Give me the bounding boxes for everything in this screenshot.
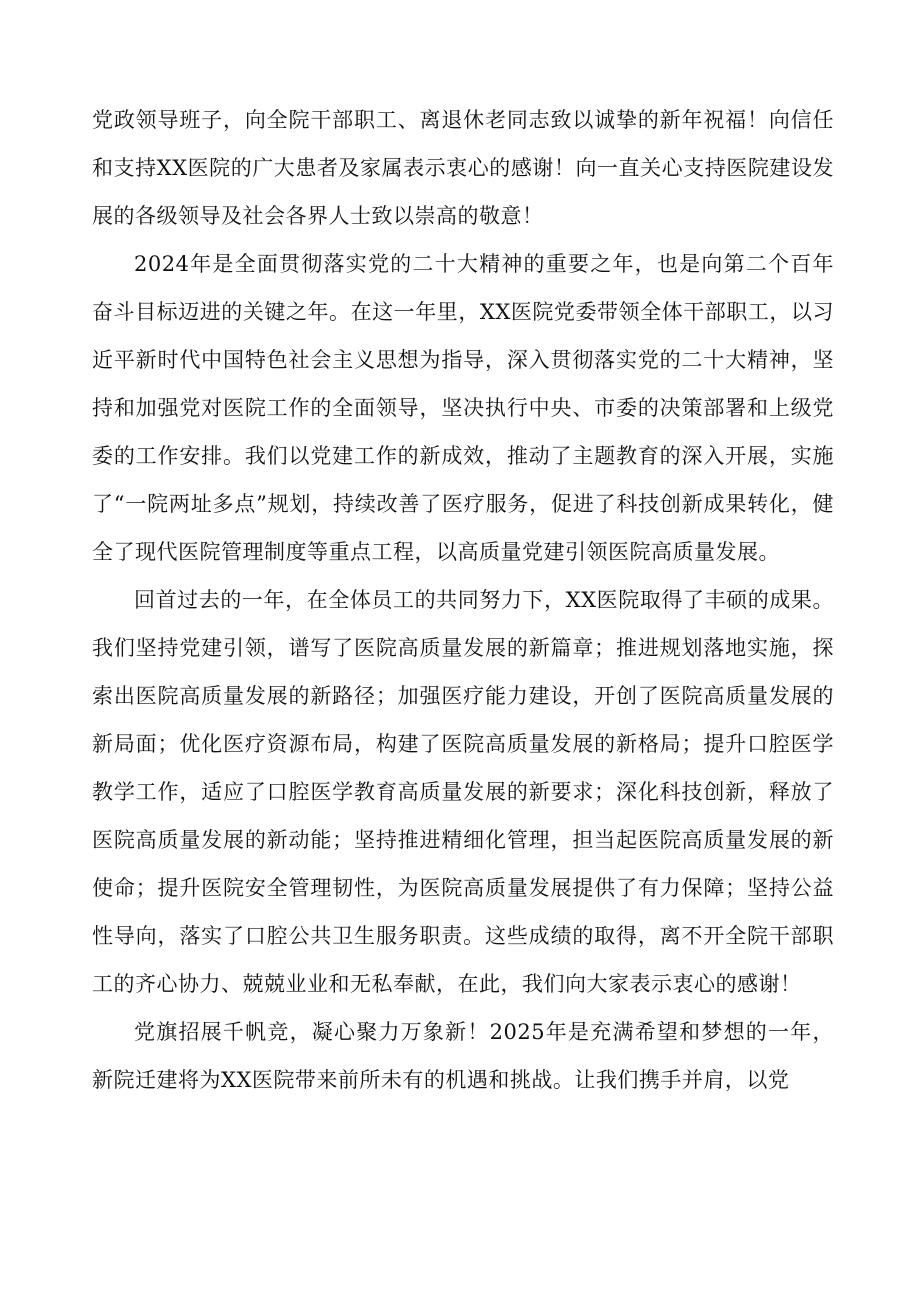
document-body <box>92 96 834 1104</box>
paragraph-continuation: 党政领导班子，向全院干部职工、离退休老同志致以诚挚的新年祝福！向信任和支持XX医院的广大患者及家属表示衷心的感谢！向一直关心支持医院建设发展的各级领导及社会各界人士致以崇高的敬意！ <box>92 108 834 228</box>
paragraph-2024-review: 2024年是全面贯彻落实党的二十大精神的重要之年，也是向第二个百年奋斗目标迈进的关键之年。在这一年里，XX医院党委带领全体干部职工，以习近平新时代中国特色社会主义思想为指导，深入贯彻落实党的二十大精神，坚持和加强党对医院工作的全面领导，坚决执行中央、市委的决策部署和上级党委的工作安排。我们以党建工作的新成效，推动了主题教育的深入开展，实施了“一院两址多点”规划，持续改善了医疗服务，促进了科技创新成果转化，健全了现代医院管理制度等重点工程，以高质量党建引领医院高质量发展。 <box>92 252 834 564</box>
paragraph-achievements: 回首过去的一年，在全体员工的共同努力下，XX医院取得了丰硕的成果。我们坚持党建引领，谱写了医院高质量发展的新篇章；推进规划落地实施，探索出医院高质量发展的新路径；加强医疗能力建设，开创了医院高质量发展的新局面；优化医疗资源布局，构建了医院高质量发展的新格局；提升口腔医学教学工作，适应了口腔医学教育高质量发展的新要求；深化科技创新，释放了医院高质量发展的新动能；坚持推进精细化管理，担当起医院高质量发展的新使命；提升医院安全管理韧性，为医院高质量发展提供了有力保障；坚持公益性导向，落实了口腔公共卫生服务职责。这些成绩的取得，离不开全院干部职工的齐心协力、兢兢业业和无私奉献，在此，我们向大家表示衷心的感谢！ <box>92 588 834 996</box>
paragraph-2025-outlook: 党旗招展千帆竞，凝心聚力万象新！2025年是充满希望和梦想的一年，新院迁建将为XX医院带来前所未有的机遇和挑战。让我们携手并肩，以党 <box>92 1020 834 1092</box>
